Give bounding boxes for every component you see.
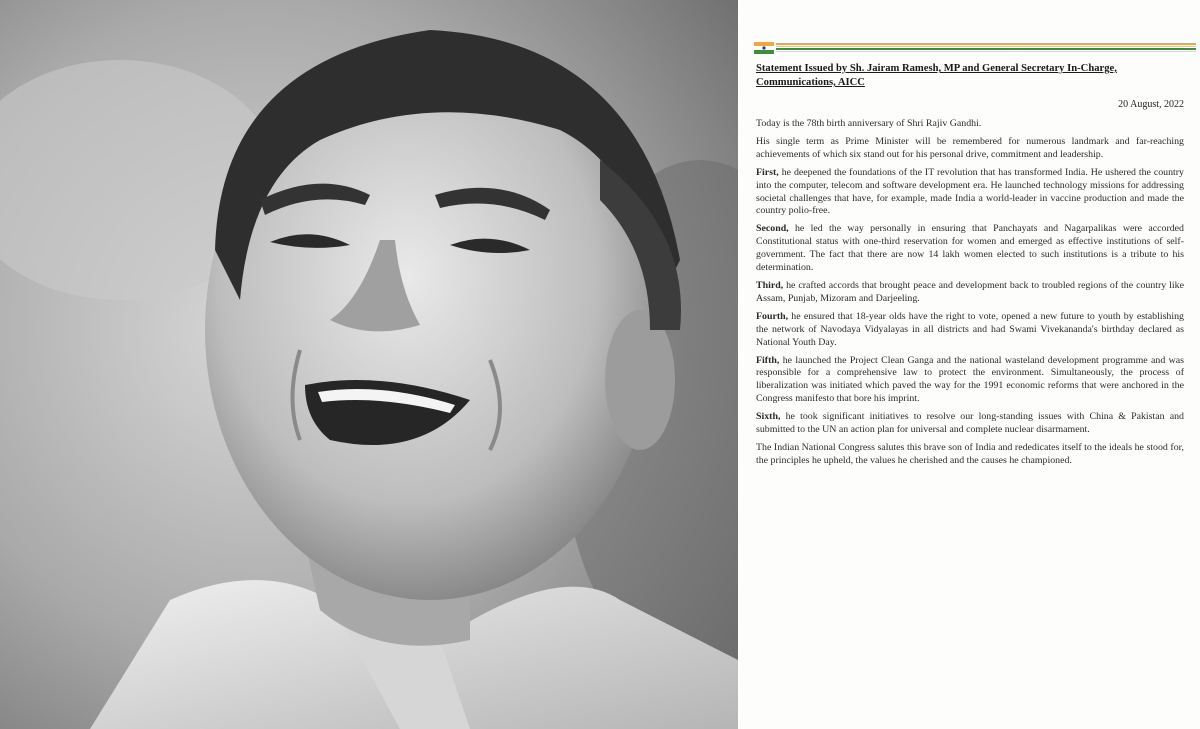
paragraph-text: he launched the Project Clean Ganga and the national wasteland development programme and was responsible for a comprehensive law to protect the environment. Simultaneously, the process of liberalization was initiated which paved the way for the 1991 economic reforms that were anchored in the Congress manifesto that bore his imprint. [756, 354, 1184, 405]
paragraph-lead: Second, [756, 223, 789, 235]
statement-body [756, 118, 1184, 473]
paragraph-lead: Sixth, [756, 411, 781, 423]
paragraph [756, 442, 1184, 468]
paragraph-text: he deepened the foundations of the IT revolution that has transformed India. He ushered the country into the computer, telecom and software development era. He launched technology missions for addressing societal challenges that have, for example, made India a world-leader in vaccine production and made the country polio-free. [756, 166, 1184, 217]
divider [776, 51, 1196, 52]
paragraph-text: The Indian National Congress salutes this brave son of India and rededicates itself to the ideals he stood for, the principles he upheld, the values he cherished and the causes he championed. [756, 441, 1184, 466]
paragraph [756, 411, 1184, 437]
press-statement [740, 0, 1200, 729]
statement-date: 20 August, 2022 [1118, 99, 1184, 110]
paragraph-text: His single term as Prime Minister will be remembered for numerous landmark and far-reaching achievements of which six stand out for his personal drive, commitment and leadership. [756, 135, 1184, 160]
letterhead-band [754, 42, 1196, 56]
paragraph-lead: Fourth, [756, 310, 789, 322]
paragraph-lead: Third, [756, 279, 784, 291]
paragraph-lead: Fifth, [756, 354, 780, 366]
paragraph [756, 118, 1184, 131]
green-stripe [776, 48, 1196, 50]
saffron-stripe [776, 43, 1196, 45]
paragraph-lead: First, [756, 166, 779, 178]
paragraph-text: Today is the 78th birth anniversary of Shri Rajiv Gandhi. [756, 118, 982, 129]
paragraph-text: he crafted accords that brought peace and development back to troubled regions of the country like Assam, Punjab, Mizoram and Darjeeling. [756, 279, 1184, 304]
party-logo-icon [754, 42, 774, 54]
paragraph [756, 136, 1184, 162]
paragraph [756, 311, 1184, 350]
paragraph [756, 355, 1184, 407]
divider [776, 46, 1196, 47]
statement-title: Statement Issued by Sh. Jairam Ramesh, MP and General Secretary In-Charge, Communications, AICC [756, 63, 1117, 88]
paragraph-text: he ensured that 18-year olds have the right to vote, opened a new future to youth by establishing the network of Navodaya Vidyalayas in all districts and had Swami Vivekananda's birthday declared as National Youth Day. [756, 310, 1184, 348]
paragraph [756, 167, 1184, 219]
paragraph-text: he took significant initiatives to resolve our long-standing issues with China & Pakistan and submitted to the UN an action plan for universal and complete nuclear disarmament. [756, 411, 1184, 436]
paragraph [756, 280, 1184, 306]
paragraph-text: he led the way personally in ensuring that Panchayats and Nagarpalikas were accorded Constitutional status with one-third reservation for women and emerged as effective institutions of self-government. The fact that there are now 14 lakh women elected to such institutions is a tribute to his determination. [756, 223, 1184, 274]
paragraph [756, 223, 1184, 275]
